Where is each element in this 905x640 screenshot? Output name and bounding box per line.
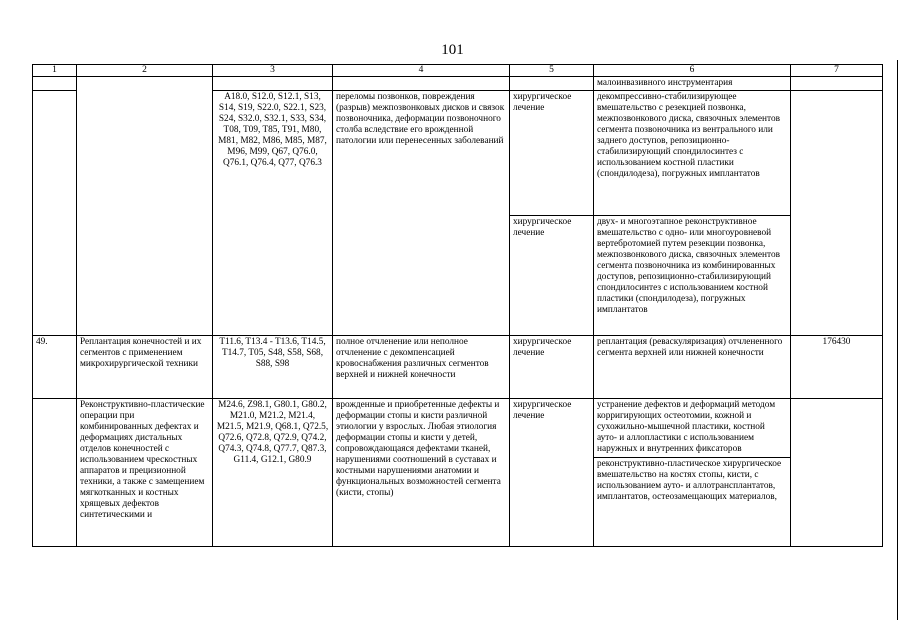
header-col-6: 6	[594, 65, 791, 77]
page-edge-line	[897, 60, 898, 620]
header-col-4: 4	[333, 65, 510, 77]
icd-codes-cell: T11.6, T13.4 - T13.6, T14.5, T14.7, T05, S48, S58, S68, S88, S98	[213, 336, 333, 399]
cell-empty	[77, 77, 213, 336]
method-cell: двух- и многоэтапное реконструктивное вмешательство с одно- или многоуровневой вертебротомией путем резекции позвонка, межпозвонкового диска, связочных элементов сегмента позвоночника из комбинированных доступов, репозиционно-стабилизирующий спондилосинтез с использованием костной пластики (спондилодеза), погружных имплантатов	[594, 216, 791, 336]
cell-empty	[213, 77, 333, 91]
cell-empty	[33, 399, 77, 547]
row-number-cell: 49.	[33, 336, 77, 399]
table-row	[33, 399, 883, 547]
condition-cell: полное отчленение или неполное отчленение с декомпенсацией кровоснабжения различных сегментов верхней и нижней конечности	[333, 336, 510, 399]
table-row-continuation	[33, 77, 883, 91]
treatment-type-cell: хирургическое лечение	[510, 216, 594, 336]
method-cell-split	[594, 399, 791, 547]
method-cell: реплантация (реваскуляризация) отчлененного сегмента верхней или нижней конечности	[594, 336, 791, 399]
header-col-7: 7	[791, 65, 883, 77]
cell-empty	[33, 91, 77, 336]
condition-cell: переломы позвонков, повреждения (разрыв) межпозвонковых дисков и связок позвоночника, деформации позвоночного столба вследствие его врожденной патологии или перенесенных заболеваний	[333, 91, 510, 336]
header-col-3: 3	[213, 65, 333, 77]
care-type-cell: Реконструктивно-пластические операции при комбинированных дефектах и деформациях дистальных отделов конечностей с использованием чрескостных аппаратов и прецизионной техники, а также с замещением мягкотканных и костных хрящевых дефектов синтетическими и	[77, 399, 213, 547]
method-cell: малоинвазивного инструментария	[594, 77, 791, 91]
treatment-type-cell: хирургическое лечение	[510, 336, 594, 399]
treatment-type-cell: хирургическое лечение	[510, 399, 594, 547]
header-col-2: 2	[77, 65, 213, 77]
treatment-type-cell: хирургическое лечение	[510, 91, 594, 216]
cell-empty	[33, 77, 77, 91]
table-row-49	[33, 336, 883, 399]
condition-cell: врожденные и приобретенные дефекты и деформации стопы и кисти различной этиологии у взрослых. Любая этиология деформации стопы и кисти у детей, сопровождающаяся дефектами тканей, нарушениями соотношений в суставах и костными нарушениями анатомии и функциональных возможностей сегмента (кисти, стопы)	[333, 399, 510, 547]
cell-empty	[510, 77, 594, 91]
cell-empty	[791, 399, 883, 547]
cell-empty	[791, 77, 883, 91]
page-number: 101	[441, 42, 464, 58]
icd-codes-cell: A18.0, S12.0, S12.1, S13, S14, S19, S22.0, S22.1, S23, S24, S32.0, S32.1, S33, S34, T08, T09, T85, T91, M80, M81, M82, M86, M85, M87, M96, M99, Q67, Q76.0, Q76.1, Q76.4, Q77, Q76.3	[213, 91, 333, 336]
header-col-1: 1	[33, 65, 77, 77]
icd-codes-cell: M24.6, Z98.1, G80.1, G80.2, M21.0, M21.2, M21.4, M21.5, M21.9, Q68.1, Q72.5, Q72.6, Q72.8, Q72.9, Q74.2, Q74.3, Q74.8, Q77.7, Q87.3, G11.4, G12.1, G80.9	[213, 399, 333, 547]
column-number-header-row	[33, 65, 883, 77]
cell-empty	[791, 91, 883, 336]
method-text-1: устранение дефектов и деформаций методом корригирующих остеотомии, кожной и сухожильно-мышечной пластики, костной ауто- и аллопластики с использованием наружных и внутренних фиксаторов	[597, 400, 776, 454]
method-cell: декомпрессивно-стабилизирующее вмешательство с резекцией позвонка, межпозвонкового диска, связочных элементов сегмента позвоночника из вентрального или заднего доступов, репозиционно-стабилизирующий спондилосинтез с использованием костной пластики (спондилодеза), погружных имплантатов	[594, 91, 791, 216]
cell-empty	[333, 77, 510, 91]
method-text-2: реконструктивно-пластическое хирургическое вмешательство на костях стопы, кисти, с использованием ауто- и аллотрансплантатов, имплантатов, остеозамещающих материалов,	[594, 457, 790, 504]
cost-cell: 176430	[791, 336, 883, 399]
care-type-cell: Реплантация конечностей и их сегментов с применением микрохирургической техники	[77, 336, 213, 399]
medical-care-table	[32, 64, 883, 547]
header-col-5: 5	[510, 65, 594, 77]
